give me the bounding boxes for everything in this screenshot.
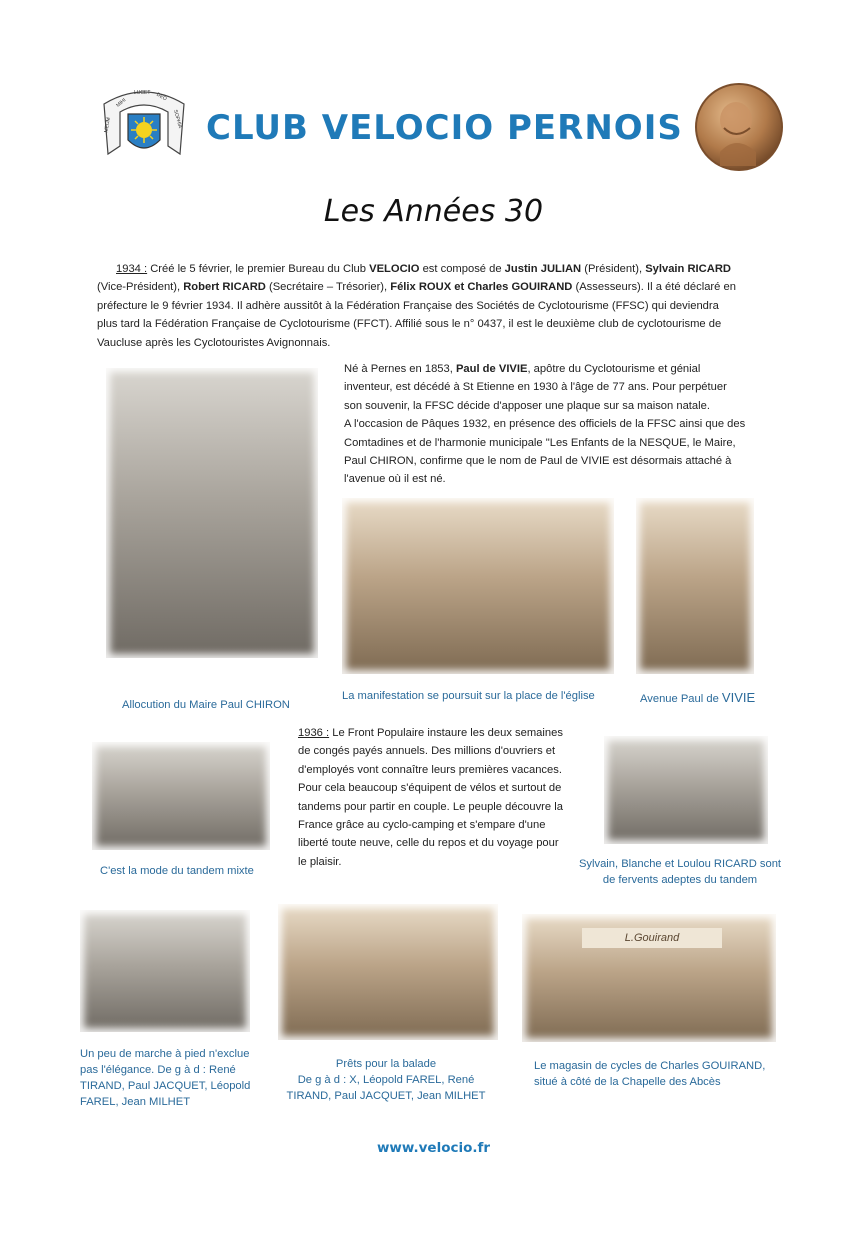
photo-ricard-tandem	[604, 736, 768, 844]
vivie-text	[344, 360, 764, 489]
vivie-line-1: inventeur, est décédé à St Etienne en 1930 à l'âge de 77 ans. Pour perpétuer	[344, 381, 727, 394]
caption-ready-line: De g à d : X, Léopold FAREL, René	[297, 1074, 475, 1086]
intro-line	[97, 260, 777, 278]
fp-line-1: de congés payés annuels. Des millions d'ouvriers et	[298, 745, 556, 758]
bold-name: Félix ROUX et Charles GOUIRAND	[390, 281, 573, 294]
fp-line-2: d'employés vont connaître leurs premières vacances.	[298, 763, 562, 776]
caption-tandem-mixte: C'est la mode du tandem mixte	[100, 865, 254, 877]
bold-name: VELOCIO	[369, 263, 420, 275]
front-populaire-1936	[298, 724, 598, 871]
caption-shop-line: situé à côté de la Chapelle des Abcès	[534, 1076, 721, 1088]
photo-mayor-speech	[106, 368, 318, 658]
caption-ricard-line: Sylvain, Blanche et Loulou RICARD sont	[578, 858, 782, 870]
fp-line-3: Pour cela beaucoup s'équipent de vélos et surtout de	[298, 782, 562, 795]
intro-line-1: (Vice-Président), Robert RICARD (Secrétaire – Trésorier), Félix ROUX et Charles GOUIRAND (Assesseurs). Il a été déclaré en	[97, 281, 736, 294]
caption-avenue	[640, 690, 755, 707]
photo-walking	[80, 910, 250, 1032]
photo-ready-to-ride	[278, 904, 498, 1040]
bold-name: Sylvain RICARD	[645, 263, 731, 275]
photo-tandem-mixte	[92, 742, 270, 850]
intro-1934	[97, 260, 777, 352]
caption-church-square: La manifestation se poursuit sur la place de l'église	[342, 690, 595, 702]
year-1936: 1936 :	[298, 727, 330, 739]
vivie-line-6: l'avenue où il est né.	[344, 473, 446, 486]
caption-walking-line: Un peu de marche à pied n'exclue	[80, 1048, 250, 1060]
logo-ribbon-word: DEO	[155, 91, 168, 103]
page-title: Les Années 30	[323, 194, 544, 229]
photo-church-square	[342, 498, 614, 674]
fp-line-0: Le Front Populaire instaure les deux semaines	[329, 727, 563, 739]
vivie-line-4: Comtadines et de l'harmonie municipale "Les Enfants de la NESQUE, le Maire,	[344, 436, 736, 449]
caption-shop	[534, 1058, 765, 1090]
photo-gouirand-shop	[522, 914, 776, 1042]
caption-walking-line: FAREL, Jean MILHET	[80, 1096, 191, 1108]
fp-line-5: France grâce au cyclo-camping et s'empare d'une	[298, 819, 546, 832]
caption-avenue-name: VIVIE	[721, 690, 756, 705]
club-logo	[98, 84, 190, 164]
intro-line-3: plus tard la Fédération Française de Cyclotourisme (FFCT). Affilié sous le n° 0437, il est le deuxième club de cyclotourisme de	[97, 318, 722, 331]
website-link[interactable]: www.velocio.fr	[376, 1140, 491, 1156]
caption-walking-line: pas l'élégance. De g à d : René	[80, 1064, 236, 1076]
intro-line-2: préfecture le 9 février 1934. Il adhère aussitôt à la Fédération Française des Sociétés de Cyclotourisme (FFSC) qui deviendra	[97, 299, 719, 312]
vivie-line-5: Paul CHIRON, confirme que le nom de Paul de VIVIE est désormais attaché à	[344, 455, 732, 468]
logo-ribbon-word: LUCET	[134, 90, 151, 96]
bold-name: Robert RICARD	[183, 281, 266, 294]
club-name: CLUB VELOCIO PERNOIS	[206, 108, 683, 148]
caption-ricard-line: de fervents adeptes du tandem	[602, 874, 758, 886]
fp-line-7: le plaisir.	[298, 855, 342, 868]
vivie-line-3: A l'occasion de Pâques 1932, en présence des officiels de la FFSC ainsi que des	[344, 418, 746, 431]
photo-avenue	[636, 498, 754, 674]
caption-ricard	[570, 856, 790, 888]
velocio-medallion	[694, 82, 784, 172]
caption-walking	[80, 1046, 250, 1110]
logo-ribbon-word: MEUM	[103, 116, 112, 134]
caption-walking-line: TIRAND, Paul JACQUET, Léopold	[80, 1080, 251, 1092]
caption-shop-line: Le magasin de cycles de Charles GOUIRAND,	[534, 1060, 766, 1072]
logo-ribbon-word: SOPHIA	[172, 109, 183, 129]
fp-line-6: liberté toute neuve, celle du repos et du voyage pour	[298, 837, 559, 850]
bold-name: Justin JULIAN	[504, 263, 582, 275]
bold-name: Paul de VIVIE	[455, 363, 528, 375]
fp-line-4: tandems pour partir en couple. Le peuple découvre la	[298, 800, 563, 813]
caption-ready-line: TIRAND, Paul JACQUET, Jean MILHET	[286, 1090, 486, 1102]
caption-mayor: Allocution du Maire Paul CHIRON	[122, 699, 290, 711]
logo-ribbon-word: MIHI	[115, 97, 128, 109]
intro-line-0: Créé le 5 février, le premier Bureau du Club VELOCIO est composé de Justin JULIAN (Président), Sylvain RICARD	[150, 263, 731, 275]
shop-sign: L.Gouirand	[582, 928, 722, 948]
caption-ready-line: Prêts pour la balade	[335, 1058, 437, 1070]
year-1934: 1934 :	[116, 263, 148, 275]
caption-ready	[270, 1056, 502, 1104]
intro-line-4: Vaucluse après les Cyclotouristes Avignonnais.	[97, 336, 331, 349]
caption-avenue-prefix: Avenue Paul de	[640, 693, 722, 705]
vivie-line-0: Né à Pernes en 1853, Paul de VIVIE, apôtre du Cyclotourisme et génial	[344, 363, 701, 375]
vivie-line-2: son souvenir, la FFSC décide d'apposer une plaque sur sa maison natale.	[344, 399, 710, 412]
